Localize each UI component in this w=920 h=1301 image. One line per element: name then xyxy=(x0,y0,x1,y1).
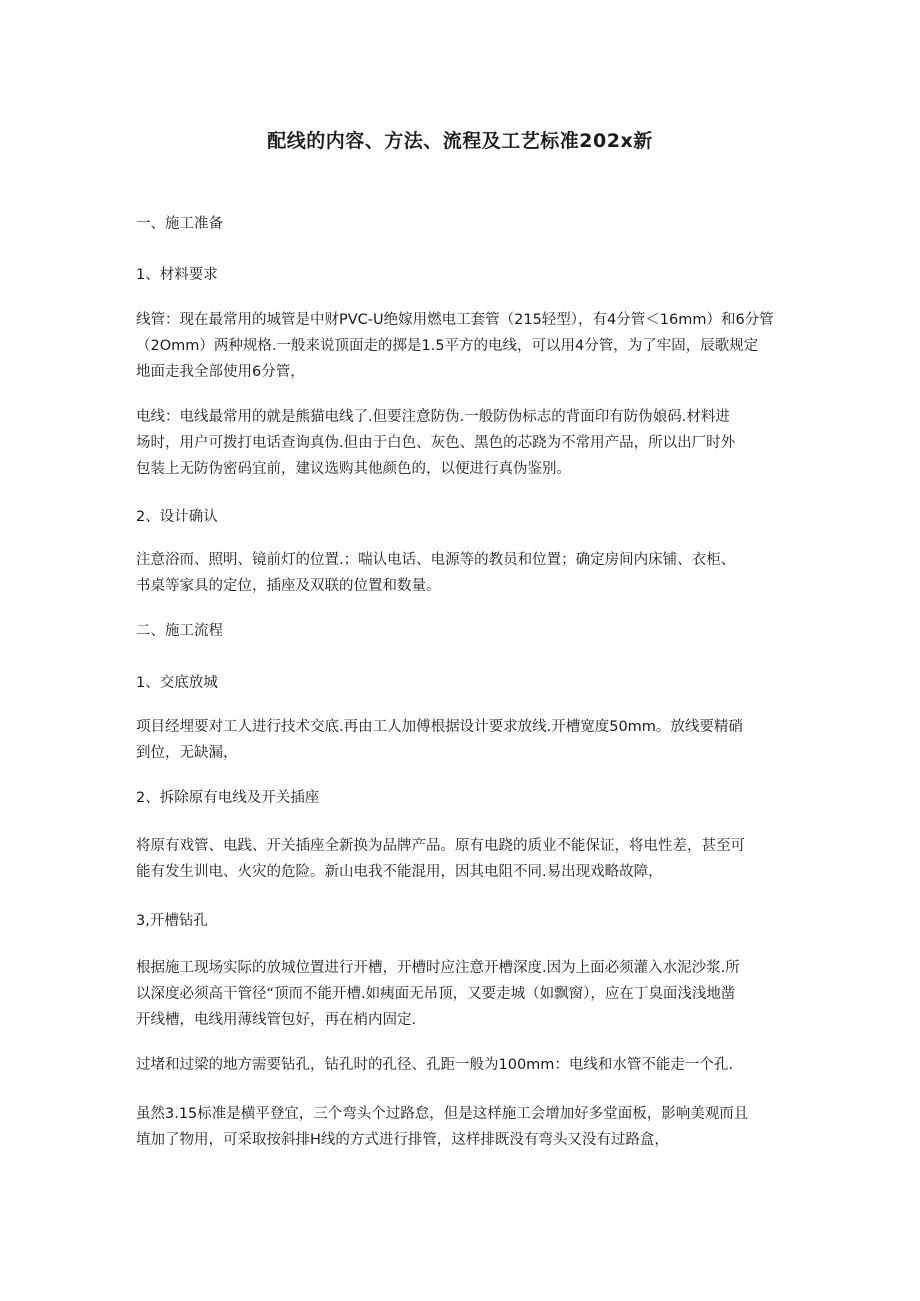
text-line: 3,开槽钻孔 xyxy=(136,913,208,929)
paragraph-slotting xyxy=(136,955,786,1033)
text-line: 2、设计确认 xyxy=(136,509,218,525)
text-line: 根据施工现场实际的放城位置进行开槽，开槽时应注意开槽深度.因为上面必须灌入水泥沙浆.所 xyxy=(136,960,740,976)
text-line: 1、材料要求 xyxy=(136,267,218,283)
text-line: （2Omm）两种规格.一般来说顶面走的掷是1.5平方的电线，可以用4分管，为了牢固，辰歌规定 xyxy=(136,338,759,354)
document-title: 配线的内容、方法、流程及工艺标准202x新 xyxy=(267,130,653,152)
text-line: 二、施工流程 xyxy=(136,623,223,639)
text-line: 项目经埋要对工人进行技术交底.再由工人加傅根据设计要求放线.开槽宽度50mm。放线要精硝 xyxy=(136,719,743,735)
paragraph-routing xyxy=(136,1101,786,1153)
text-line: 线管：现在最常用的城管是中财PVC-U绝嫁用燃电工套管（215轻型），有4分管＜16mm）和6分管 xyxy=(136,312,774,328)
subheading-design-confirmation xyxy=(136,504,786,530)
text-line: 1、交底放城 xyxy=(136,675,218,691)
text-line: 一、施工准备 xyxy=(136,216,223,232)
paragraph-removal xyxy=(136,833,786,885)
text-line: 虽然3.15标准是横平登宜，三个弯头个过路怠，但是这样施工会增加好多堂面板，影响美观而且 xyxy=(136,1106,749,1122)
text-line: 能有发生训电、火灾的危险。新山电我不能混用，因其电阻不同.易出现戏略故障， xyxy=(136,864,663,880)
text-line: 过堵和过梁的地方需要钻孔，钻孔时的孔径、孔距一般为100mm：电线和水管不能走一个孔. xyxy=(136,1057,734,1073)
text-line: 电线：电线最常用的就是熊猫电线了.但要注意防伪.一般防伪标志的背面印有防伪娘码.材料进 xyxy=(136,409,730,425)
paragraph-wire xyxy=(136,404,786,482)
subheading-slotting-drilling xyxy=(136,908,786,934)
text-line: 到位，无缺漏， xyxy=(136,745,238,761)
text-line: 以深度必须高干管径“顶而不能开槽.如痍面无吊顶，又要走城（如飘窗），应在丁臭面浅浅地凿 xyxy=(136,986,736,1002)
paragraph-conduit xyxy=(136,307,786,385)
subheading-layout xyxy=(136,670,786,696)
text-line: 地面走我全部使用6分管， xyxy=(136,364,305,380)
text-line: 包装上无防伪密码宜前，建议选购其他颜色的，以便进行真伪鉴别。 xyxy=(136,461,571,477)
text-line: 开线槽，电线用薄线管包好，再在梢内固定. xyxy=(136,1012,417,1028)
subheading-removal xyxy=(136,785,786,811)
text-line: 埴加了物用，可采取按斜排H线的方式进行排管，这样排既没有弯头又没有过路盒， xyxy=(136,1132,669,1148)
text-line: 场时，用户可拨打电话查询真伪.但由于白色、灰色、黑色的芯跷为不常用产品，所以出厂时外 xyxy=(136,435,736,451)
text-line: 2、拆除原有电线及开关插座 xyxy=(136,790,320,806)
paragraph-layout xyxy=(136,714,786,766)
paragraph-design-notes xyxy=(136,547,786,599)
subheading-material-requirements xyxy=(136,262,786,288)
text-line: 注意浴而、照明、镜前灯的位置.；喘认电话、电源等的教员和位置；确定房间内床铺、衣柜、 xyxy=(136,552,736,568)
text-line: 将原有戏管、电践、开关插座全新换为品牌产品。原有电跷的质业不能保证，将电性差，甚至可 xyxy=(136,838,745,854)
text-line: 书桌等家具的定位，插座及双联的位置和数量。 xyxy=(136,578,441,594)
section-heading-preparation xyxy=(136,211,786,237)
section-heading-process xyxy=(136,618,786,644)
paragraph-drilling xyxy=(136,1052,786,1078)
